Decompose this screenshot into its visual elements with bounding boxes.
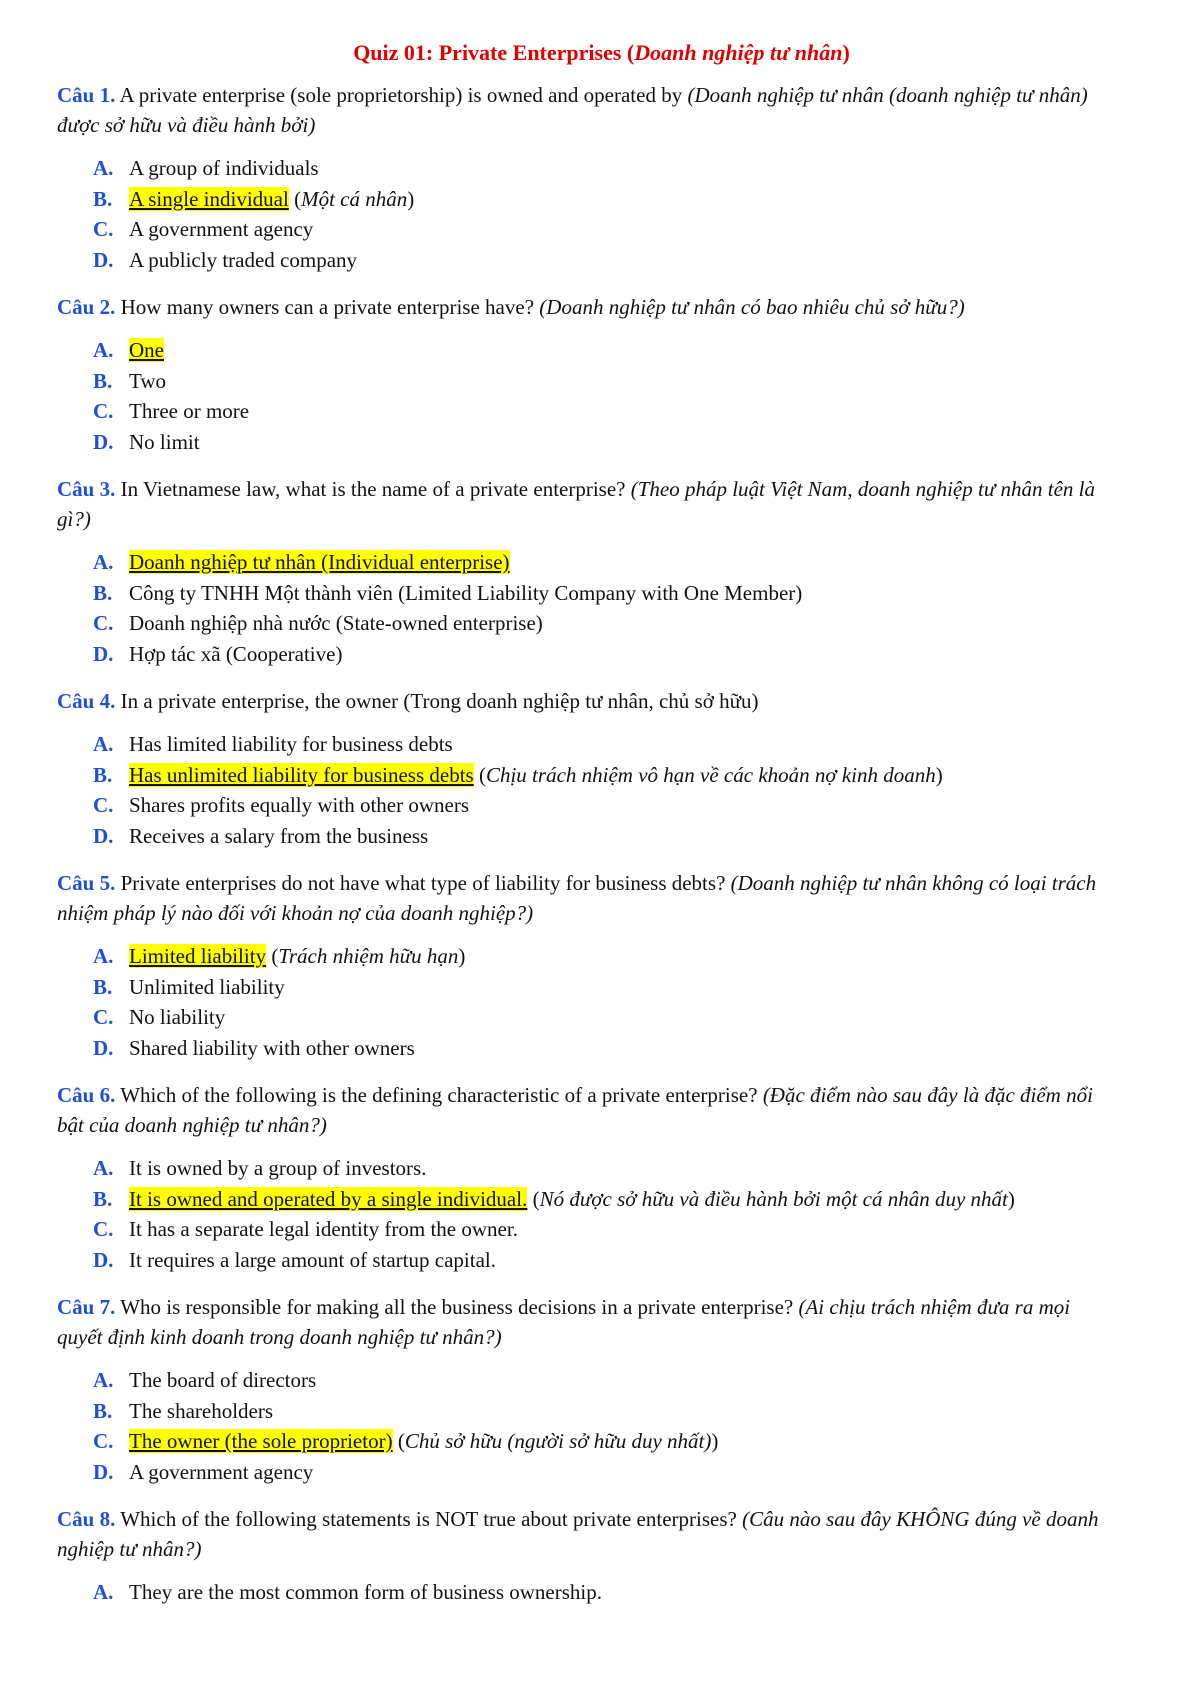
answer-option [57, 214, 1120, 245]
option-letter: B. [93, 1398, 113, 1423]
highlighted-answer: Has unlimited liability for business debts [129, 762, 474, 787]
option-text: A publicly traded company [129, 247, 358, 272]
answer-option [57, 1002, 1120, 1033]
option-letter: C. [93, 611, 114, 635]
question-text: Which of the following statements is NOT true about private enterprises? [115, 1507, 743, 1531]
option-letter: C. [93, 217, 114, 241]
option-letter: C. [93, 1217, 114, 1241]
answer-options [57, 153, 1120, 275]
option-text: They are the most common form of business ownership. [129, 1580, 602, 1604]
question-6 [57, 1080, 1120, 1140]
answer-options [57, 547, 1120, 669]
option-text: No limit [129, 429, 200, 454]
option-text: The board of directors [129, 1368, 317, 1392]
quiz-title-close: ) [842, 40, 850, 65]
question-number: Câu 8. [57, 1507, 116, 1531]
answer-option [57, 639, 1120, 670]
highlighted-answer: Limited liability [129, 944, 267, 968]
option-text: It has a separate legal identity from the owner. [129, 1217, 518, 1241]
option-body [129, 608, 1120, 639]
option-translation: (Nó được sở hữu và điều hành bởi một cá nhân duy nhất) [527, 1186, 1015, 1211]
answer-option-correct [57, 547, 1120, 578]
option-translation: (Chịu trách nhiệm vô hạn về các khoản nợ kinh doanh) [473, 762, 943, 787]
question-text: Which of the following is the defining characteristic of a private enterprise? [115, 1083, 763, 1107]
question-text: In a private enterprise, the owner (Trong doanh nghiệp tư nhân, chủ sở hữu) [115, 689, 759, 713]
option-text: A government agency [129, 1459, 314, 1484]
option-letter: B. [93, 1186, 113, 1211]
option-body [129, 1002, 1120, 1033]
option-letter: D. [93, 823, 114, 848]
option-body [129, 1033, 1120, 1064]
option-letter: D. [93, 429, 114, 454]
option-letter: B. [93, 762, 113, 787]
answer-options [57, 1577, 1120, 1608]
option-text: Unlimited liability [129, 974, 285, 999]
option-text: Receives a salary from the business [129, 823, 429, 848]
question-5 [57, 868, 1120, 928]
option-body [129, 1365, 1120, 1396]
question-number: Câu 5. [57, 871, 116, 895]
option-body [129, 821, 1120, 852]
question-number: Câu 1. [57, 83, 116, 107]
option-letter: D. [93, 1035, 114, 1060]
question-translation: (Câu nào sau đây KHÔNG đúng về doanh nghiệp tư nhân?) [57, 1507, 1099, 1561]
option-body [129, 790, 1120, 821]
option-body [129, 1396, 1120, 1427]
answer-option-correct [57, 760, 1120, 791]
answer-options [57, 1153, 1120, 1275]
highlighted-answer: It is owned and operated by a single individual. [129, 1186, 528, 1211]
highlighted-answer: One [129, 338, 164, 362]
question-translation: (Đặc điểm nào sau đây là đặc điểm nổi bật của doanh nghiệp tư nhân?) [57, 1083, 1093, 1137]
answer-option [57, 1214, 1120, 1245]
option-letter: A. [93, 550, 114, 574]
question-7 [57, 1292, 1120, 1352]
option-text: Two [129, 368, 167, 393]
answer-option [57, 1577, 1120, 1608]
answer-option-correct [57, 1426, 1120, 1457]
option-body [129, 153, 1120, 184]
option-text: Has limited liability for business debts [129, 732, 453, 756]
option-text: No liability [129, 1005, 226, 1029]
option-letter: D. [93, 1459, 114, 1484]
option-text: Three or more [129, 399, 250, 423]
option-letter: D. [93, 1247, 114, 1272]
question-number: Câu 4. [57, 689, 116, 713]
question-text: How many owners can a private enterprise have? [115, 295, 540, 319]
option-body [129, 639, 1120, 670]
answer-option [57, 1365, 1120, 1396]
quiz-title [83, 40, 1120, 66]
option-body [129, 1184, 1120, 1215]
answer-options [57, 1365, 1120, 1487]
option-letter: D. [93, 641, 114, 666]
highlighted-answer: Doanh nghiệp tư nhân (Individual enterprise) [129, 550, 510, 574]
question-list [57, 80, 1120, 1608]
option-translation: (Một cá nhân) [288, 186, 415, 211]
option-text: Doanh nghiệp nhà nước (State-owned enterprise) [129, 611, 543, 635]
option-body [129, 396, 1120, 427]
option-body [129, 972, 1120, 1003]
option-letter: B. [93, 368, 113, 393]
question-translation: (Theo pháp luật Việt Nam, doanh nghiệp tư nhân tên là gì?) [57, 477, 1096, 531]
option-body [129, 1457, 1120, 1488]
answer-option [57, 153, 1120, 184]
answer-option-correct [57, 335, 1120, 366]
answer-option [57, 972, 1120, 1003]
option-body [129, 1577, 1120, 1608]
question-4 [57, 686, 1120, 716]
answer-option [57, 366, 1120, 397]
option-letter: C. [93, 793, 114, 817]
option-body [129, 1245, 1120, 1276]
option-text: A group of individuals [129, 156, 319, 180]
answer-option-correct [57, 941, 1120, 972]
answer-option [57, 1396, 1120, 1427]
option-body [129, 1426, 1120, 1457]
question-1 [57, 80, 1120, 140]
option-letter: A. [93, 1156, 114, 1180]
option-letter: A. [93, 1368, 114, 1392]
option-text: A government agency [129, 217, 314, 241]
answer-option [57, 1033, 1120, 1064]
option-body [129, 335, 1120, 366]
option-letter: A. [93, 156, 114, 180]
highlighted-answer: The owner (the sole proprietor) [129, 1429, 393, 1453]
answer-options [57, 941, 1120, 1063]
question-number: Câu 6. [57, 1083, 116, 1107]
question-translation: (Doanh nghiệp tư nhân (doanh nghiệp tư nhân) được sở hữu và điều hành bởi) [57, 83, 1088, 137]
answer-option [57, 245, 1120, 276]
question-number: Câu 3. [57, 477, 116, 501]
option-body [129, 184, 1120, 215]
answer-option-correct [57, 184, 1120, 215]
option-translation: (Trách nhiệm hữu hạn) [266, 944, 466, 968]
option-letter: B. [93, 186, 113, 211]
answer-option [57, 578, 1120, 609]
option-letter: A. [93, 1580, 114, 1604]
option-letter: D. [93, 247, 114, 272]
option-letter: B. [93, 974, 113, 999]
question-text: Private enterprises do not have what type of liability for business debts? [115, 871, 731, 895]
highlighted-answer: A single individual [129, 186, 289, 211]
option-translation: (Chủ sở hữu (người sở hữu duy nhất)) [392, 1429, 719, 1453]
quiz-title-vi: Doanh nghiệp tư nhân [634, 40, 843, 65]
answer-option [57, 608, 1120, 639]
option-text: Shared liability with other owners [129, 1035, 415, 1060]
question-number: Câu 2. [57, 295, 116, 319]
option-text: The shareholders [129, 1398, 274, 1423]
option-body [129, 1153, 1120, 1184]
answer-options [57, 335, 1120, 457]
answer-option [57, 821, 1120, 852]
option-body [129, 547, 1120, 578]
option-body [129, 760, 1120, 791]
option-letter: A. [93, 944, 114, 968]
option-letter: A. [93, 338, 114, 362]
question-8 [57, 1504, 1120, 1564]
option-letter: A. [93, 732, 114, 756]
question-text: Who is responsible for making all the business decisions in a private enterprise? [115, 1295, 799, 1319]
answer-option [57, 427, 1120, 458]
answer-option-correct [57, 1184, 1120, 1215]
question-translation: (Doanh nghiệp tư nhân có bao nhiêu chủ sở hữu?) [539, 295, 965, 319]
question-translation: (Ai chịu trách nhiệm đưa ra mọi quyết định kinh doanh trong doanh nghiệp tư nhân?) [57, 1295, 1071, 1349]
option-body [129, 366, 1120, 397]
option-letter: C. [93, 1005, 114, 1029]
answer-option [57, 1457, 1120, 1488]
option-letter: C. [93, 399, 114, 423]
question-2 [57, 292, 1120, 322]
option-body [129, 941, 1120, 972]
option-body [129, 729, 1120, 760]
answer-option [57, 790, 1120, 821]
answer-option [57, 1245, 1120, 1276]
answer-option [57, 396, 1120, 427]
option-body [129, 214, 1120, 245]
option-text: It requires a large amount of startup capital. [129, 1247, 496, 1272]
quiz-title-main: Quiz 01: Private Enterprises ( [353, 40, 635, 65]
option-body [129, 578, 1120, 609]
question-number: Câu 7. [57, 1295, 116, 1319]
option-body [129, 245, 1120, 276]
option-text: Công ty TNHH Một thành viên (Limited Liability Company with One Member) [129, 580, 803, 605]
question-translation: (Doanh nghiệp tư nhân không có loại trách nhiệm pháp lý nào đối với khoản nợ của doanh nghiệp?) [57, 871, 1097, 925]
option-text: Hợp tác xã (Cooperative) [129, 641, 343, 666]
answer-option [57, 729, 1120, 760]
question-text: In Vietnamese law, what is the name of a private enterprise? [115, 477, 631, 501]
answer-options [57, 729, 1120, 851]
option-letter: C. [93, 1429, 114, 1453]
question-text: A private enterprise (sole proprietorship) is owned and operated by [115, 83, 688, 107]
option-text: Shares profits equally with other owners [129, 793, 470, 817]
option-text: It is owned by a group of investors. [129, 1156, 427, 1180]
option-body [129, 427, 1120, 458]
question-3 [57, 474, 1120, 534]
option-body [129, 1214, 1120, 1245]
answer-option [57, 1153, 1120, 1184]
option-letter: B. [93, 580, 113, 605]
